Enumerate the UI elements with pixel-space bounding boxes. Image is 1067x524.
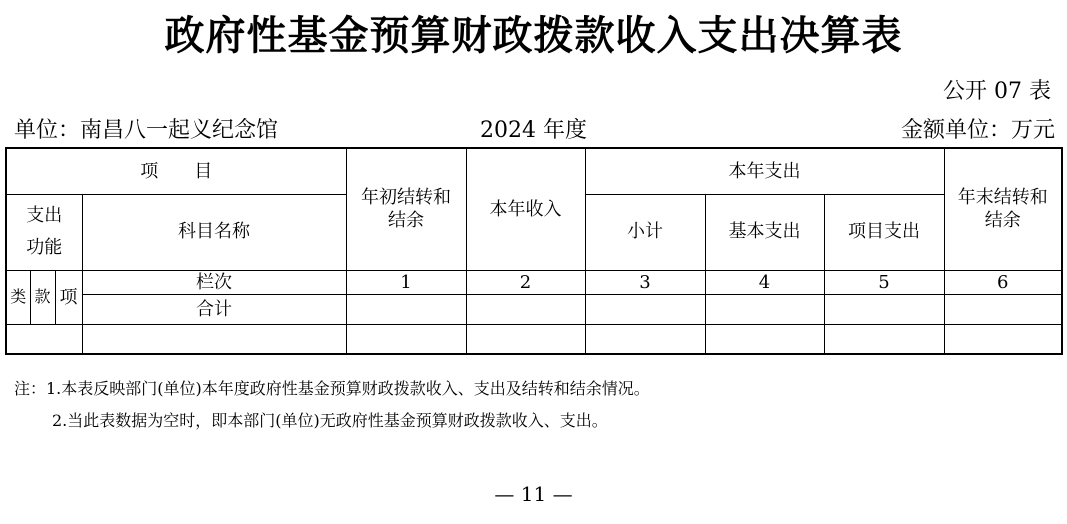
form-number: 公开 07 表 xyxy=(943,79,1051,104)
empty-cell xyxy=(585,324,705,354)
col-num-2: 2 xyxy=(466,270,585,294)
col-num-4: 4 xyxy=(705,270,824,294)
header-subject-name: 科目名称 xyxy=(82,194,346,270)
header-carry-out: 年末结转和结余 xyxy=(944,148,1062,270)
header-item: 项 目 xyxy=(6,148,346,194)
col-num-3: 3 xyxy=(585,270,705,294)
total-cell xyxy=(824,294,944,324)
row-lanci-label: 栏次 xyxy=(82,270,346,294)
empty-cell xyxy=(705,324,824,354)
header-income: 本年收入 xyxy=(466,148,585,270)
note-1: 注：1.本表反映部门(单位)本年度政府性基金预算财政拨款收入、支出及结转和结余情况。 xyxy=(14,379,650,398)
header-expense: 本年支出 xyxy=(585,148,944,194)
note-2: 2.当此表数据为空时，即本部门(单位)无政府性基金预算财政拨款收入、支出。 xyxy=(52,411,608,430)
page-number: — 11 — xyxy=(494,482,573,506)
empty-cell xyxy=(466,324,585,354)
total-cell xyxy=(705,294,824,324)
empty-row xyxy=(6,324,1062,354)
header-project: 项目支出 xyxy=(824,194,944,270)
header-function: 支出功能 xyxy=(6,194,82,270)
empty-cell xyxy=(944,324,1062,354)
empty-cell xyxy=(346,324,466,354)
col-num-6: 6 xyxy=(944,270,1062,294)
header-carry-in: 年初结转和结余 xyxy=(346,148,466,270)
total-cell xyxy=(466,294,585,324)
total-cell xyxy=(944,294,1062,324)
col-num-1: 1 xyxy=(346,270,466,294)
header-subtotal: 小计 xyxy=(585,194,705,270)
header-lei: 类 xyxy=(6,270,30,324)
money-unit: 金额单位：万元 xyxy=(900,118,1055,143)
empty-cell xyxy=(6,324,82,354)
header-basic: 基本支出 xyxy=(705,194,824,270)
budget-table xyxy=(5,147,1063,355)
header-kuan: 款 xyxy=(30,270,55,324)
row-total-label: 合计 xyxy=(82,294,346,324)
empty-cell xyxy=(82,324,346,354)
total-cell xyxy=(346,294,466,324)
total-cell xyxy=(585,294,705,324)
fiscal-year: 2024 年度 xyxy=(480,118,587,143)
page-title: 政府性基金预算财政拨款收入支出决算表 xyxy=(164,12,903,59)
unit-label: 单位：南昌八一起义纪念馆 xyxy=(14,118,279,143)
header-xiang: 项 xyxy=(55,270,82,324)
col-num-5: 5 xyxy=(824,270,944,294)
empty-cell xyxy=(824,324,944,354)
